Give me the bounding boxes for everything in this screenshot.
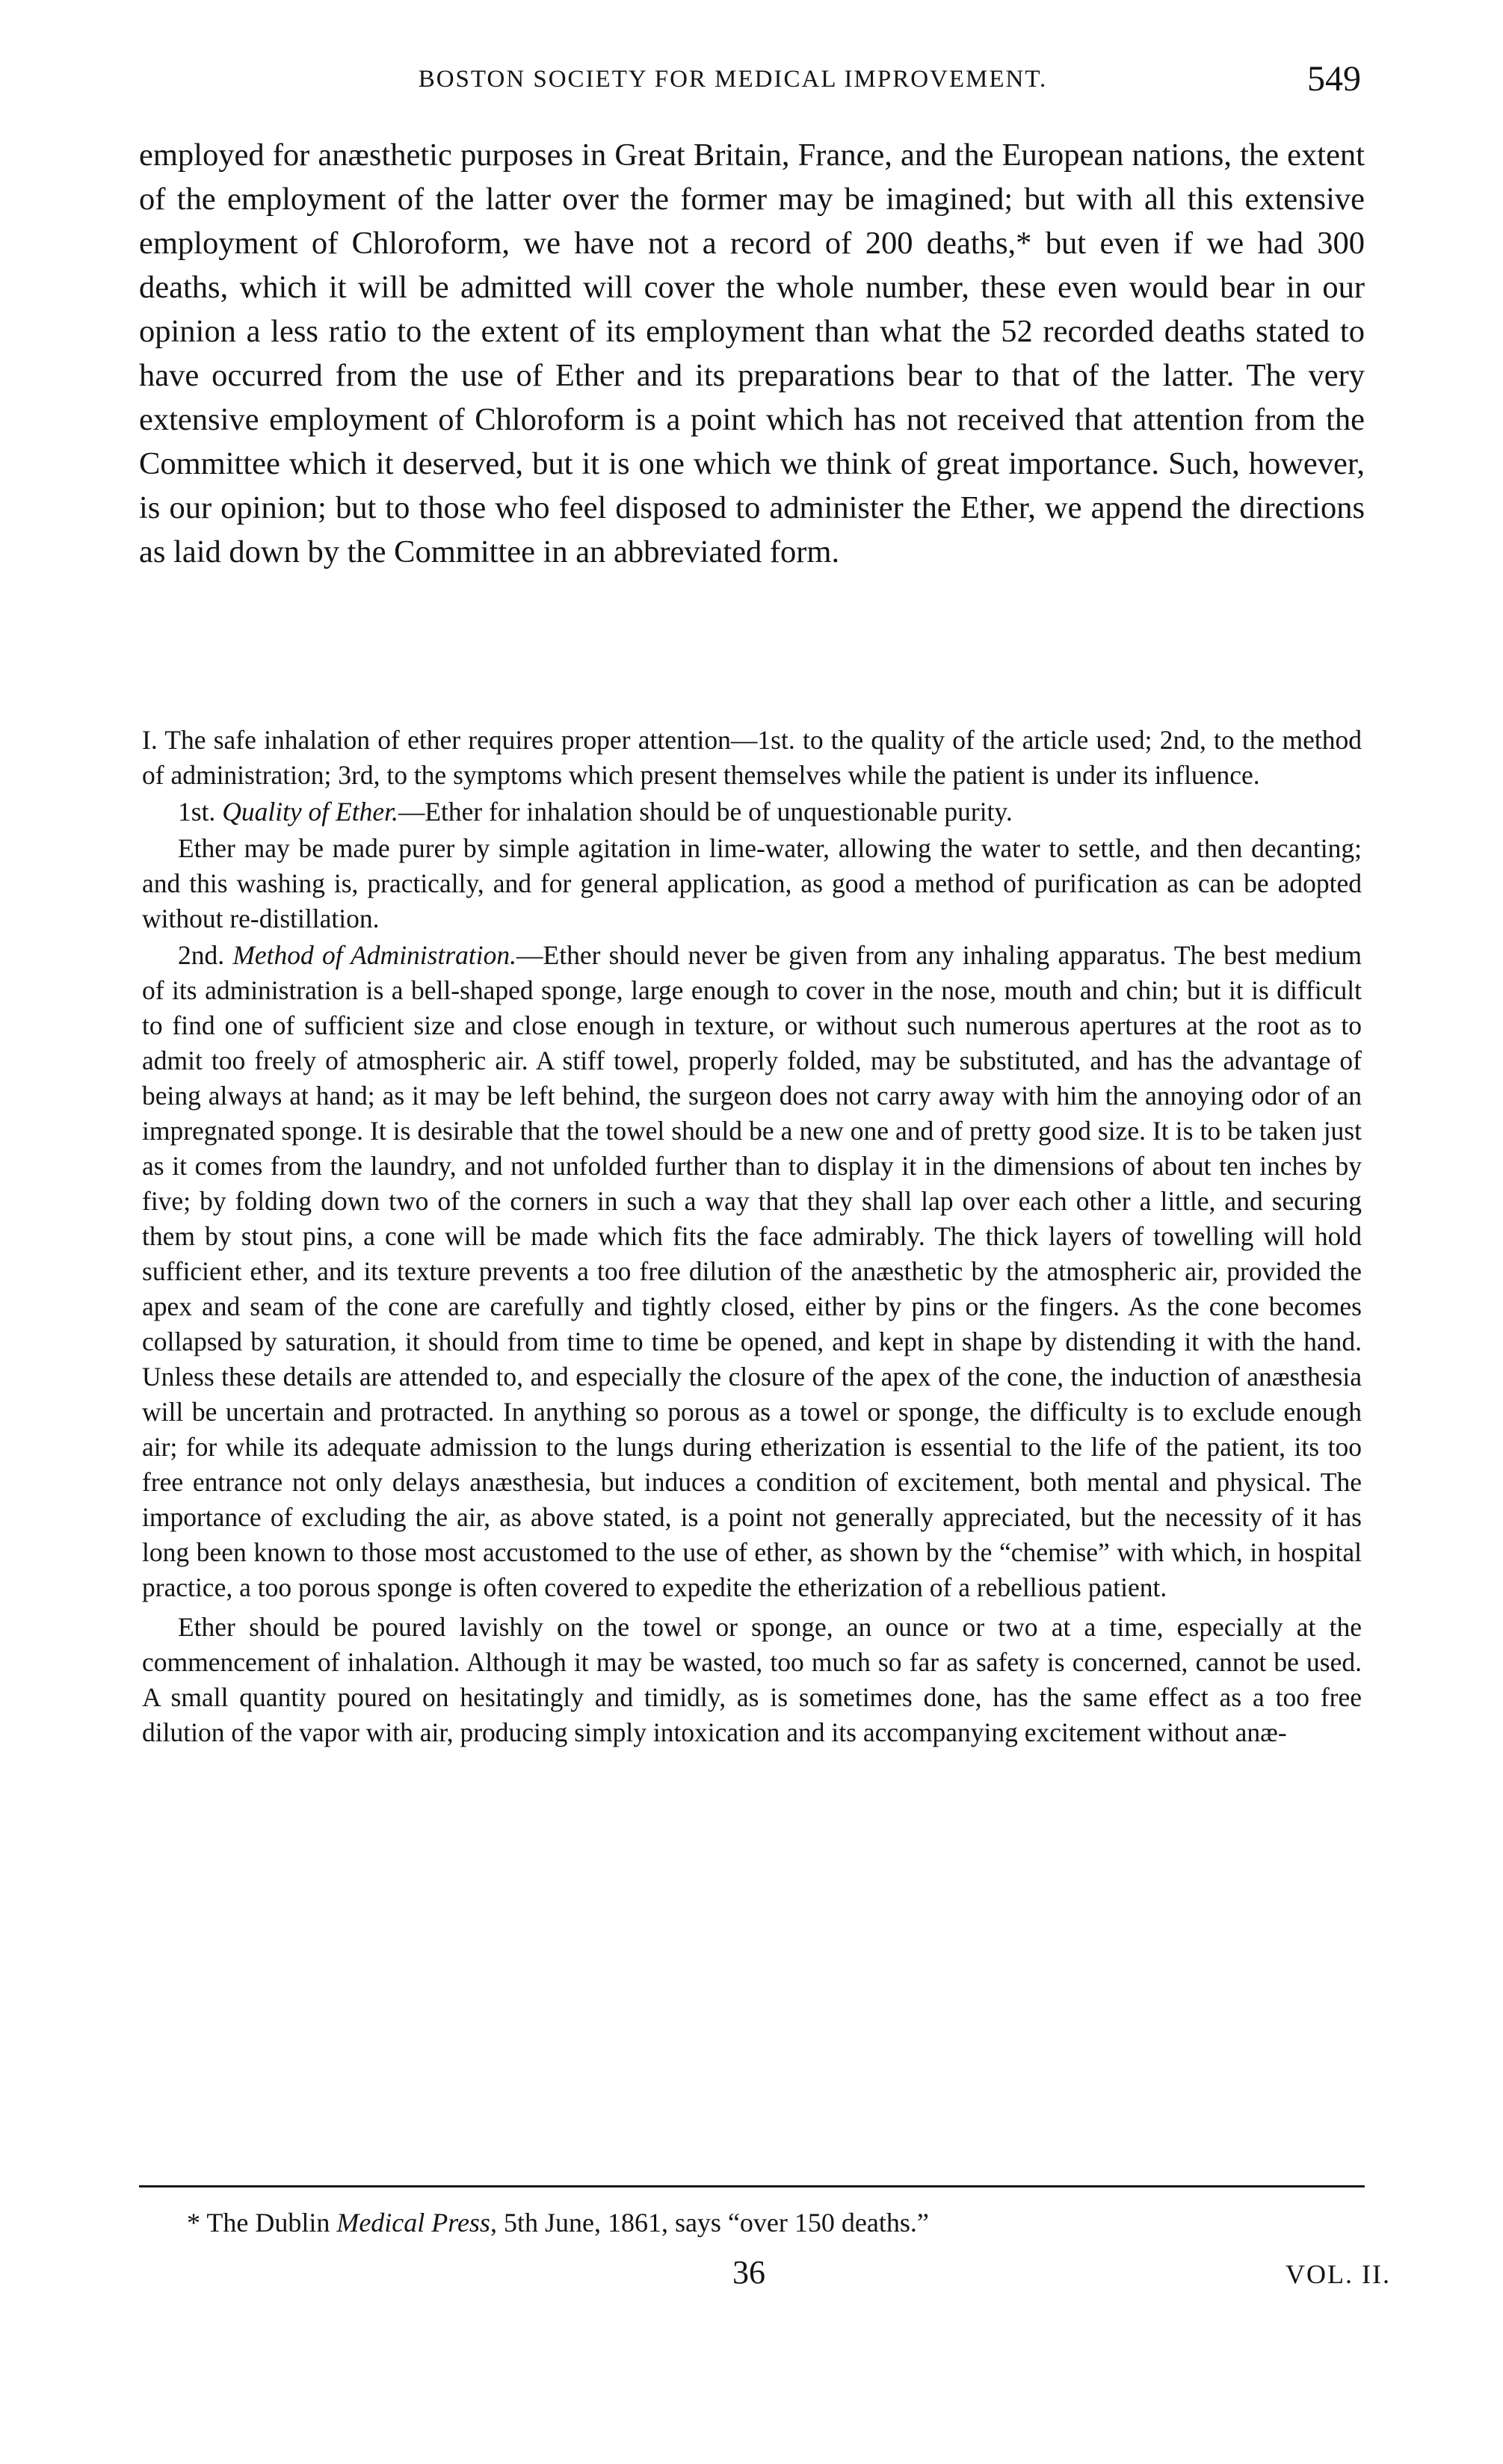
main-paragraph: employed for anæsthetic purposes in Great Britain, France, and the European nations, the extent of the employment of the latter over the former may be imagined; but with all this extensive employment of Chloroform, we have not a record of 200 deaths,* but even if we had 300 deaths, which it will be admitted will cover the whole number, these even would bear in our opinion a less ratio to the extent of its employment than what the 52 recorded deaths stated to have occurred from the use of Ether and its preparations bear to that of the latter. The very extensive employment of Chloroform is a point which has not received that attention from the Committee which it deserved, but it is one which we think of great importance. Such, however, is our opinion; but to those who feel disposed to administer the Ether, we append the directions as laid down by the Committee in an abbreviated form. (139, 138, 1365, 569)
page-number: 549 (1307, 59, 1361, 99)
method-of-administration-section (142, 938, 1362, 1605)
pouring-paragraph: Ether should be poured lavishly on the towel or sponge, an ounce or two at a time, especially at the commencement of inhalation. Although it may be wasted, too much so far as safety is concerned, cannot be used. A small quantity poured on hesitatingly and timidly, as is sometimes done, has the same effect as a too free dilution of the vapor with air, producing simply intoxication and its accompanying excitement without anæ- (142, 1612, 1362, 1747)
volume-label: VOL. II. (1286, 2259, 1391, 2289)
footnote-text: , 5th June, 1861, says “over 150 deaths.” (490, 2208, 929, 2238)
section-title-method: Method of Administration. (232, 940, 517, 970)
directions-intro: I. The safe inhalation of ether requires proper attention—1st. to the quality of the article used; 2nd, to the method of administration; 3rd, to the symptoms which present themselves while the patient is under its influence. (142, 725, 1362, 790)
section-label-first: 1st. (178, 797, 216, 827)
section-title-quality: Quality of Ether. (222, 797, 398, 827)
quality-of-ether-section (142, 794, 1362, 830)
page-header (142, 58, 1361, 111)
running-head: BOSTON SOCIETY FOR MEDICAL IMPROVEMENT. (418, 66, 1048, 93)
section-text-quality: —Ether for inhalation should be of unquestionable purity. (398, 797, 1013, 827)
footnote-rule (139, 2185, 1365, 2187)
footnote (187, 2205, 1353, 2241)
section-text-method: —Ether should never be given from any inhaling apparatus. The best medium of its administration is a bell-shaped sponge, large enough to cover in the nose, mouth and chin; but it is difficult to find one of sufficient size and close enough in texture, or without such numerous apertures at the root as to admit too freely of atmospheric air. A stiff towel, properly folded, may be substituted, and has the advantage of being always at hand; as it may be left behind, the surgeon does not carry away with him the annoying odor of an impregnated sponge. It is desirable that the towel should be a new one and of pretty good size. It is to be taken just as it comes from the laundry, and not unfolded further than to display it in the dimensions of about ten inches by five; by folding down two of the corners in such a way that they shall lap over each other a little, and securing them by stout pins, a cone will be made which fits the face admirably. The thick layers of towelling will hold sufficient ether, and its texture prevents a too free dilution of the anæsthetic by the atmospheric air, provided the apex and seam of the cone are carefully and tightly closed, either by pins or the fingers. As the cone becomes collapsed by saturation, it should from time to time be opened, and kept in shape by distending it with the hand. Unless these details are attended to, and especially the closure of the apex of the cone, the induction of anæsthesia will be uncertain and protracted. In anything so porous as a towel or sponge, the difficulty is to exclude enough air; for while its adequate admission to the lungs during etherization is essential to the life of the patient, its too free entrance not only delays anæsthesia, but induces a condition of excitement, both mental and physical. The importance of excluding the air, as above stated, is a point not generally appreciated, but the necessity of it has long been known to those most accustomed to the use of ether, as shown by the “chemise” with which, in hospital practice, a too porous sponge is often covered to expedite the etherization of a rebellious patient. (142, 940, 1362, 1602)
ether-directions (142, 723, 1362, 1752)
section-label-second: 2nd. (178, 940, 225, 970)
footnote-journal: Medical Press (336, 2208, 490, 2238)
purification-paragraph: Ether may be made purer by simple agitation in lime-water, allowing the water to settle, and then decanting; and this washing is, practically, and for general application, as good a method of purification as can be adopted without re-distillation. (142, 833, 1362, 933)
main-text (139, 133, 1365, 574)
signature-number: 36 (732, 2254, 765, 2291)
footnote-prefix: * The Dublin (187, 2208, 337, 2238)
